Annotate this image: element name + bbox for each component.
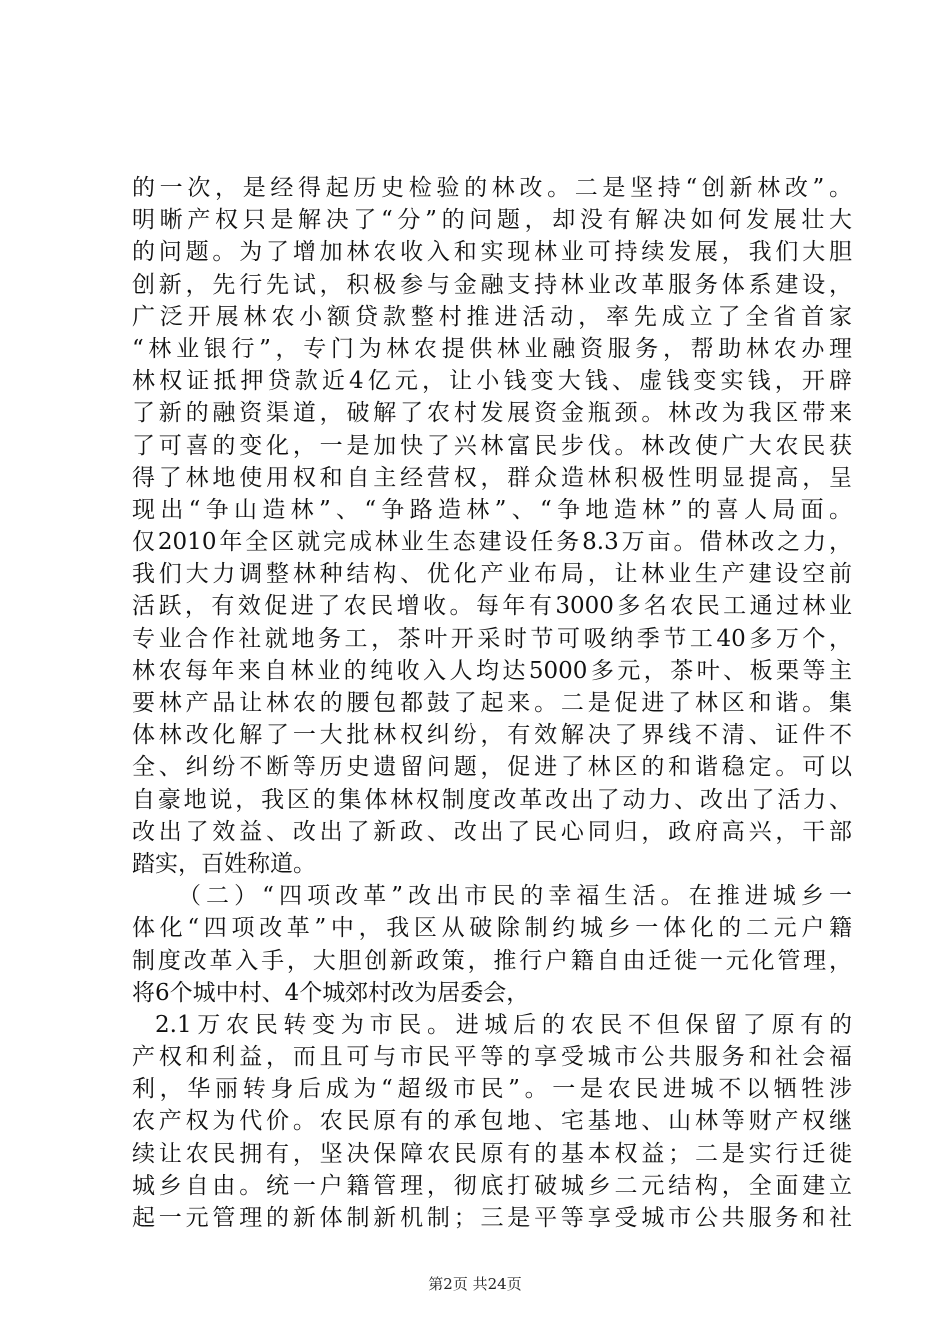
text-line: 得了林地使用权和自主经营权，群众造林积极性明显提高，呈 (132, 464, 852, 491)
text-line: 广泛开展林农小额贷款整村推进活动，率先成立了全省首家 (132, 303, 852, 330)
text-line: 利，华丽转身后成为“超级市民”。一是农民进城不以牺牲涉 (132, 1076, 852, 1103)
text-line: 林权证抵押贷款近4亿元，让小钱变大钱、虚钱变实钱，开辟 (132, 368, 852, 395)
text-line: “林业银行”，专门为林农提供林业融资服务，帮助林农办理 (132, 335, 852, 362)
text-line: 活跃，有效促进了农民增收。每年有3000多名农民工通过林业 (132, 593, 852, 620)
text-line: 改出了效益、改出了新政、改出了民心同归，政府高兴，干部 (132, 818, 852, 845)
text-line: 将6个城中村、4个城郊村改为居委会， (132, 979, 530, 1006)
text-line: （二）“四项改革”改出市民的幸福生活。在推进城乡一 (178, 883, 852, 910)
text-line: 现出“争山造林”、“争路造林”、“争地造林”的喜人局面。 (132, 496, 852, 523)
text-line: 产权和利益，而且可与市民平等的享受城市公共服务和社会福 (132, 1044, 852, 1071)
text-line: 专业合作社就地务工，茶叶开采时节可吸纳季节工40多万个， (132, 625, 852, 652)
text-line: 的一次，是经得起历史检验的林改。二是坚持“创新林改”。 (132, 175, 852, 201)
text-line: 创新，先行先试，积极参与金融支持林业改革服务体系建设， (132, 271, 852, 298)
text-line: 续让农民拥有，坚决保障农民原有的基本权益；二是实行迁徙 (132, 1140, 852, 1167)
text-line: 城乡自由。统一户籍管理，彻底打破城乡二元结构，全面建立 (132, 1172, 852, 1199)
text-line: 仅2010年全区就完成林业生态建设任务8.3万亩。借林改之力， (132, 529, 852, 556)
text-line: 起一元管理的新体制新机制；三是平等享受城市公共服务和社 (132, 1205, 852, 1231)
text-line: 林农每年来自林业的纯收入人均达5000多元，茶叶、板栗等主 (132, 657, 852, 684)
text-line: 踏实，百姓称道。 (132, 850, 316, 877)
text-line: 我们大力调整林种结构、优化产业布局，让林业生产建设空前 (132, 561, 852, 588)
page-footer: 第2页 共24页 (428, 1275, 522, 1293)
text-line: 了新的融资渠道，破解了农村发展资金瓶颈。林改为我区带来 (132, 400, 852, 427)
text-line: 2.1万农民转变为市民。进城后的农民不但保留了原有的 (155, 1011, 852, 1038)
text-line: 的问题。为了增加林农收入和实现林业可持续发展，我们大胆 (132, 239, 852, 266)
text-line: 制度改革入手，大胆创新政策，推行户籍自由迁徙一元化管理， (132, 947, 852, 974)
text-line: 农产权为代价。农民原有的承包地、宅基地、山林等财产权继 (132, 1108, 852, 1135)
text-line: 体林改化解了一大批林权纠纷，有效解决了界线不清、证件不 (132, 722, 852, 749)
text-line: 了可喜的变化，一是加快了兴林富民步伐。林改使广大农民获 (132, 432, 852, 459)
text-line: 体化“四项改革”中，我区从破除制约城乡一体化的二元户籍 (132, 915, 852, 942)
text-line: 全、纠纷不断等历史遗留问题，促进了林区的和谐稳定。可以 (132, 754, 852, 781)
text-line: 明晰产权只是解决了“分”的问题，却没有解决如何发展壮大 (132, 207, 852, 234)
document-body (132, 172, 852, 1234)
text-line: 自豪地说，我区的集体林权制度改革改出了动力、改出了活力、 (132, 786, 852, 813)
text-line: 要林产品让林农的腰包都鼓了起来。二是促进了林区和谐。集 (132, 690, 852, 716)
